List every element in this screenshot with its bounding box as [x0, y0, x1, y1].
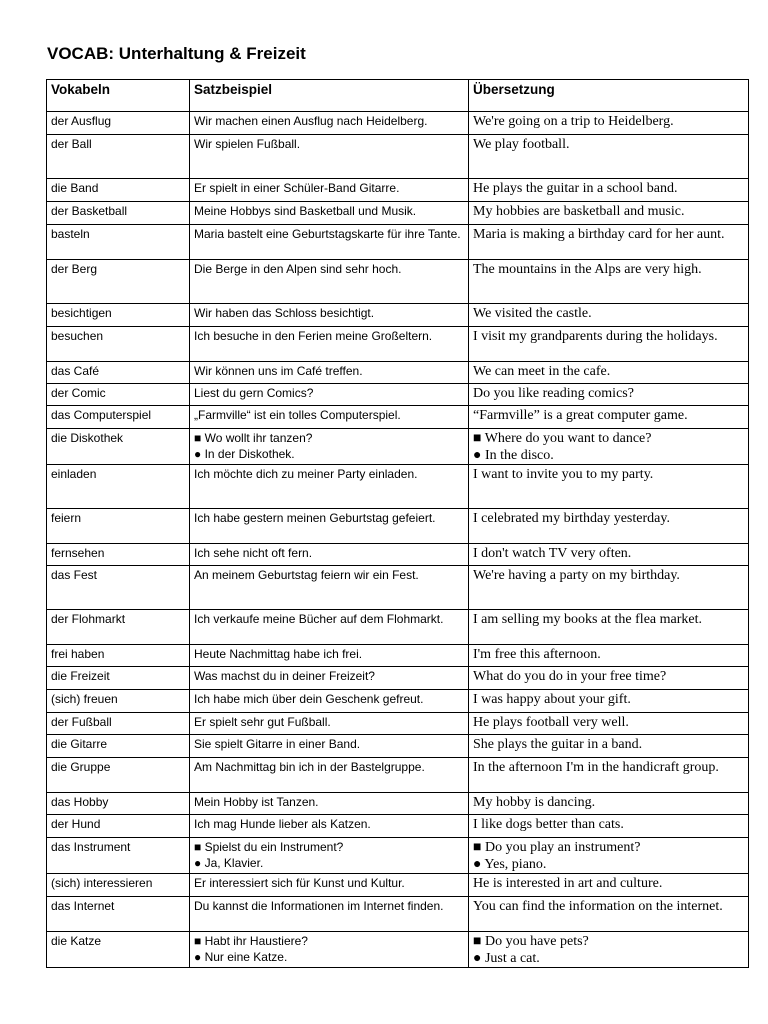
vocab-cell: das Fest [47, 566, 190, 610]
table-row [47, 815, 749, 838]
table-row [47, 874, 749, 897]
column-header-vocabulary: Vokabeln [47, 80, 190, 112]
translation-cell: We can meet in the cafe. [469, 362, 749, 384]
vocab-cell: die Freizeit [47, 667, 190, 690]
vocab-cell: (sich) interessieren [47, 874, 190, 897]
table-row [47, 932, 749, 968]
dialog-question: ■ Do you play an instrument? [473, 840, 641, 855]
table-row [47, 465, 749, 509]
table-row [47, 304, 749, 327]
table-row [47, 690, 749, 713]
vocab-cell: das Instrument [47, 838, 190, 874]
table-row [47, 793, 749, 815]
table-row [47, 610, 749, 645]
translation-cell: He is interested in art and culture. [469, 874, 749, 897]
example-cell: Wir machen einen Ausflug nach Heidelberg. [190, 112, 469, 135]
translation-cell: I like dogs better than cats. [469, 815, 749, 838]
dialog-answer: ● In der Diskothek. [194, 447, 295, 461]
table-row [47, 225, 749, 260]
dialog-question: ■ Spielst du ein Instrument? [194, 840, 344, 854]
vocab-cell: einladen [47, 465, 190, 509]
table-row [47, 179, 749, 202]
vocab-cell: der Hund [47, 815, 190, 838]
table-row [47, 112, 749, 135]
example-cell: Sie spielt Gitarre in einer Band. [190, 735, 469, 758]
table-row [47, 406, 749, 429]
translation-cell: My hobbies are basketball and music. [469, 202, 749, 225]
vocab-cell: der Ausflug [47, 112, 190, 135]
translation-cell: My hobby is dancing. [469, 793, 749, 815]
vocab-cell: der Fußball [47, 713, 190, 735]
example-cell: Heute Nachmittag habe ich frei. [190, 645, 469, 667]
vocab-cell: die Diskothek [47, 429, 190, 465]
table-row [47, 544, 749, 566]
table-row [47, 509, 749, 544]
example-cell: Du kannst die Informationen im Internet finden. [190, 897, 469, 932]
translation-cell [469, 838, 749, 874]
translation-cell: We visited the castle. [469, 304, 749, 327]
vocab-table [46, 79, 749, 968]
translation-cell: We're going on a trip to Heidelberg. [469, 112, 749, 135]
vocab-cell: frei haben [47, 645, 190, 667]
vocab-cell: die Band [47, 179, 190, 202]
example-cell: Die Berge in den Alpen sind sehr hoch. [190, 260, 469, 304]
example-cell: Wir haben das Schloss besichtigt. [190, 304, 469, 327]
example-cell: Er spielt sehr gut Fußball. [190, 713, 469, 735]
vocab-cell: (sich) freuen [47, 690, 190, 713]
table-row [47, 645, 749, 667]
table-row [47, 202, 749, 225]
dialog-answer: ● Ja, Klavier. [194, 856, 264, 870]
translation-cell: I am selling my books at the flea market. [469, 610, 749, 645]
example-cell: An meinem Geburtstag feiern wir ein Fest. [190, 566, 469, 610]
table-row [47, 566, 749, 610]
example-cell [190, 838, 469, 874]
translation-cell [469, 932, 749, 968]
example-cell: „Farmville“ ist ein tolles Computerspiel. [190, 406, 469, 429]
translation-cell: “Farmville” is a great computer game. [469, 406, 749, 429]
table-row [47, 327, 749, 362]
translation-cell: The mountains in the Alps are very high. [469, 260, 749, 304]
example-cell: Mein Hobby ist Tanzen. [190, 793, 469, 815]
column-header-example: Satzbeispiel [190, 80, 469, 112]
vocab-cell: der Basketball [47, 202, 190, 225]
translation-cell: I don't watch TV very often. [469, 544, 749, 566]
vocab-cell: feiern [47, 509, 190, 544]
translation-cell: I was happy about your gift. [469, 690, 749, 713]
translation-cell: She plays the guitar in a band. [469, 735, 749, 758]
translation-cell: We play football. [469, 135, 749, 179]
example-cell: Er interessiert sich für Kunst und Kultur. [190, 874, 469, 897]
translation-cell: He plays football very well. [469, 713, 749, 735]
vocab-cell: das Hobby [47, 793, 190, 815]
translation-cell: In the afternoon I'm in the handicraft group. [469, 758, 749, 793]
dialog-question: ■ Do you have pets? [473, 934, 589, 949]
vocab-cell: besuchen [47, 327, 190, 362]
table-row [47, 135, 749, 179]
table-row [47, 384, 749, 406]
table-row [47, 667, 749, 690]
translation-cell: I'm free this afternoon. [469, 645, 749, 667]
page-title: VOCAB: Unterhaltung & Freizeit [47, 44, 306, 63]
example-cell: Er spielt in einer Schüler-Band Gitarre. [190, 179, 469, 202]
vocab-cell: das Café [47, 362, 190, 384]
column-header-translation: Übersetzung [469, 80, 749, 112]
vocab-cell: der Ball [47, 135, 190, 179]
vocab-cell: fernsehen [47, 544, 190, 566]
example-cell: Ich sehe nicht oft fern. [190, 544, 469, 566]
translation-cell: Maria is making a birthday card for her aunt. [469, 225, 749, 260]
dialog-answer: ● Yes, piano. [473, 857, 547, 872]
dialog-question: ■ Wo wollt ihr tanzen? [194, 431, 313, 445]
example-cell: Ich habe gestern meinen Geburtstag gefeiert. [190, 509, 469, 544]
example-cell: Ich mag Hunde lieber als Katzen. [190, 815, 469, 838]
translation-cell: You can find the information on the internet. [469, 897, 749, 932]
dialog-question: ■ Habt ihr Haustiere? [194, 934, 308, 948]
translation-cell: I celebrated my birthday yesterday. [469, 509, 749, 544]
table-header-row [47, 80, 749, 112]
example-cell: Wir spielen Fußball. [190, 135, 469, 179]
vocab-cell: die Gruppe [47, 758, 190, 793]
table-row [47, 429, 749, 465]
translation-cell [469, 429, 749, 465]
translation-cell: I want to invite you to my party. [469, 465, 749, 509]
translation-cell: What do you do in your free time? [469, 667, 749, 690]
translation-cell: He plays the guitar in a school band. [469, 179, 749, 202]
translation-cell: I visit my grandparents during the holidays. [469, 327, 749, 362]
example-cell: Was machst du in deiner Freizeit? [190, 667, 469, 690]
translation-cell: Do you like reading comics? [469, 384, 749, 406]
dialog-question: ■ Where do you want to dance? [473, 431, 652, 446]
dialog-answer: ● Nur eine Katze. [194, 950, 288, 964]
example-cell: Am Nachmittag bin ich in der Bastelgruppe. [190, 758, 469, 793]
table-row [47, 713, 749, 735]
vocab-cell: das Internet [47, 897, 190, 932]
vocab-cell: der Berg [47, 260, 190, 304]
vocab-cell: die Katze [47, 932, 190, 968]
dialog-answer: ● In the disco. [473, 448, 554, 463]
example-cell [190, 429, 469, 465]
table-row [47, 758, 749, 793]
vocab-cell: der Comic [47, 384, 190, 406]
example-cell: Maria bastelt eine Geburtstagskarte für ihre Tante. [190, 225, 469, 260]
example-cell: Liest du gern Comics? [190, 384, 469, 406]
vocab-cell: besichtigen [47, 304, 190, 327]
example-cell: Ich habe mich über dein Geschenk gefreut. [190, 690, 469, 713]
example-cell: Ich besuche in den Ferien meine Großeltern. [190, 327, 469, 362]
example-cell: Ich verkaufe meine Bücher auf dem Flohmarkt. [190, 610, 469, 645]
table-row [47, 838, 749, 874]
example-cell: Ich möchte dich zu meiner Party einladen. [190, 465, 469, 509]
table-row [47, 362, 749, 384]
vocab-cell: das Computerspiel [47, 406, 190, 429]
example-cell: Wir können uns im Café treffen. [190, 362, 469, 384]
translation-cell: We're having a party on my birthday. [469, 566, 749, 610]
vocab-cell: der Flohmarkt [47, 610, 190, 645]
example-cell [190, 932, 469, 968]
vocab-cell: basteln [47, 225, 190, 260]
table-row [47, 897, 749, 932]
table-row [47, 735, 749, 758]
dialog-answer: ● Just a cat. [473, 951, 540, 966]
table-row [47, 260, 749, 304]
vocab-cell: die Gitarre [47, 735, 190, 758]
example-cell: Meine Hobbys sind Basketball und Musik. [190, 202, 469, 225]
